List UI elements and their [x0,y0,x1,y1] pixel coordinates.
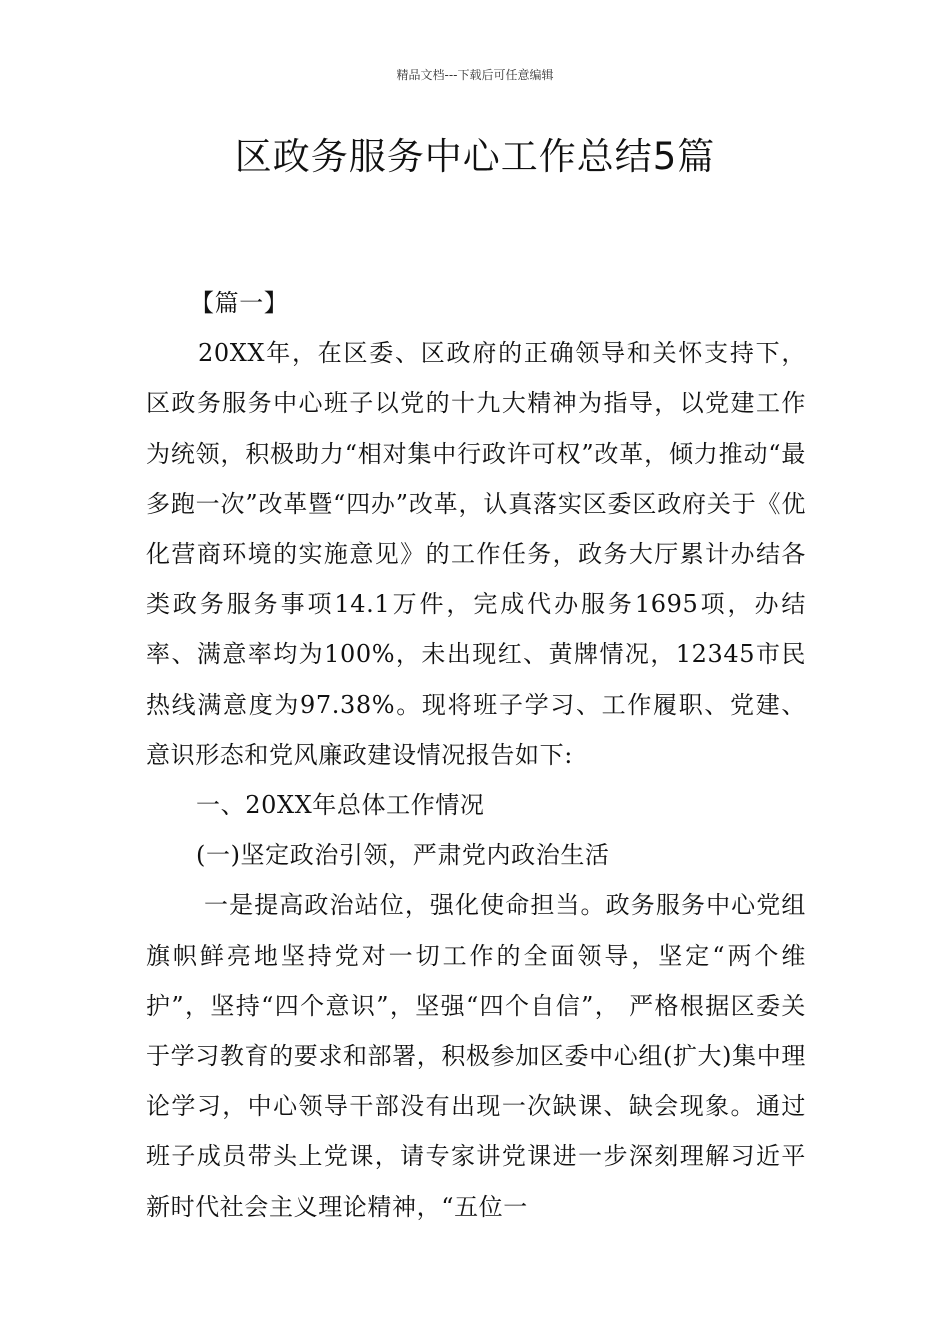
document-title: 区政务服务中心工作总结5篇 [234,135,716,178]
section-label: 【篇一】 [190,289,289,317]
paragraph-political: 一是提高政治站位，强化使命担当。政务服务中心党组旗帜鲜亮地坚持党对一切工作的全面领导，坚定“两个维护”，坚持“四个意识”，坚强“四个自信”， 严格根据区委关于学习教育的要求和部署，积极参加区委中心组(扩大)集中理论学习，中心领导干部没有出现一次缺课、缺会现象。通过班子成员带头上党课，请专家讲党课进一步深刻理解习近平新时代社会主义理论精神，“五位一 [146,891,806,1221]
subsection-heading: (一)坚定政治引领，严肃党内政治生活 [196,841,610,870]
section-heading: 一、20XX年总体工作情况 [196,791,485,820]
document-body [146,278,806,1232]
header-note: 精品文档---下载后可任意编辑 [396,68,554,82]
paragraph-intro: 20XX年，在区委、区政府的正确领导和关怀支持下，区政务服务中心班子以党的十九大精神为指导，以党建工作为统领，积极助力“相对集中行政许可权”改革，倾力推动“最多跑一次”改革暨“四办”改革，认真落实区委区政府关于《优化营商环境的实施意见》的工作任务，政务大厅累计办结各类政务服务事项14.1万件，完成代办服务1695项，办结率、满意率均为100%，未出现红、黄牌情况，12345市民热线满意度为97.38%。现将班子学习、工作履职、党建、意识形态和党风廉政建设情况报告如下: [146,339,806,769]
